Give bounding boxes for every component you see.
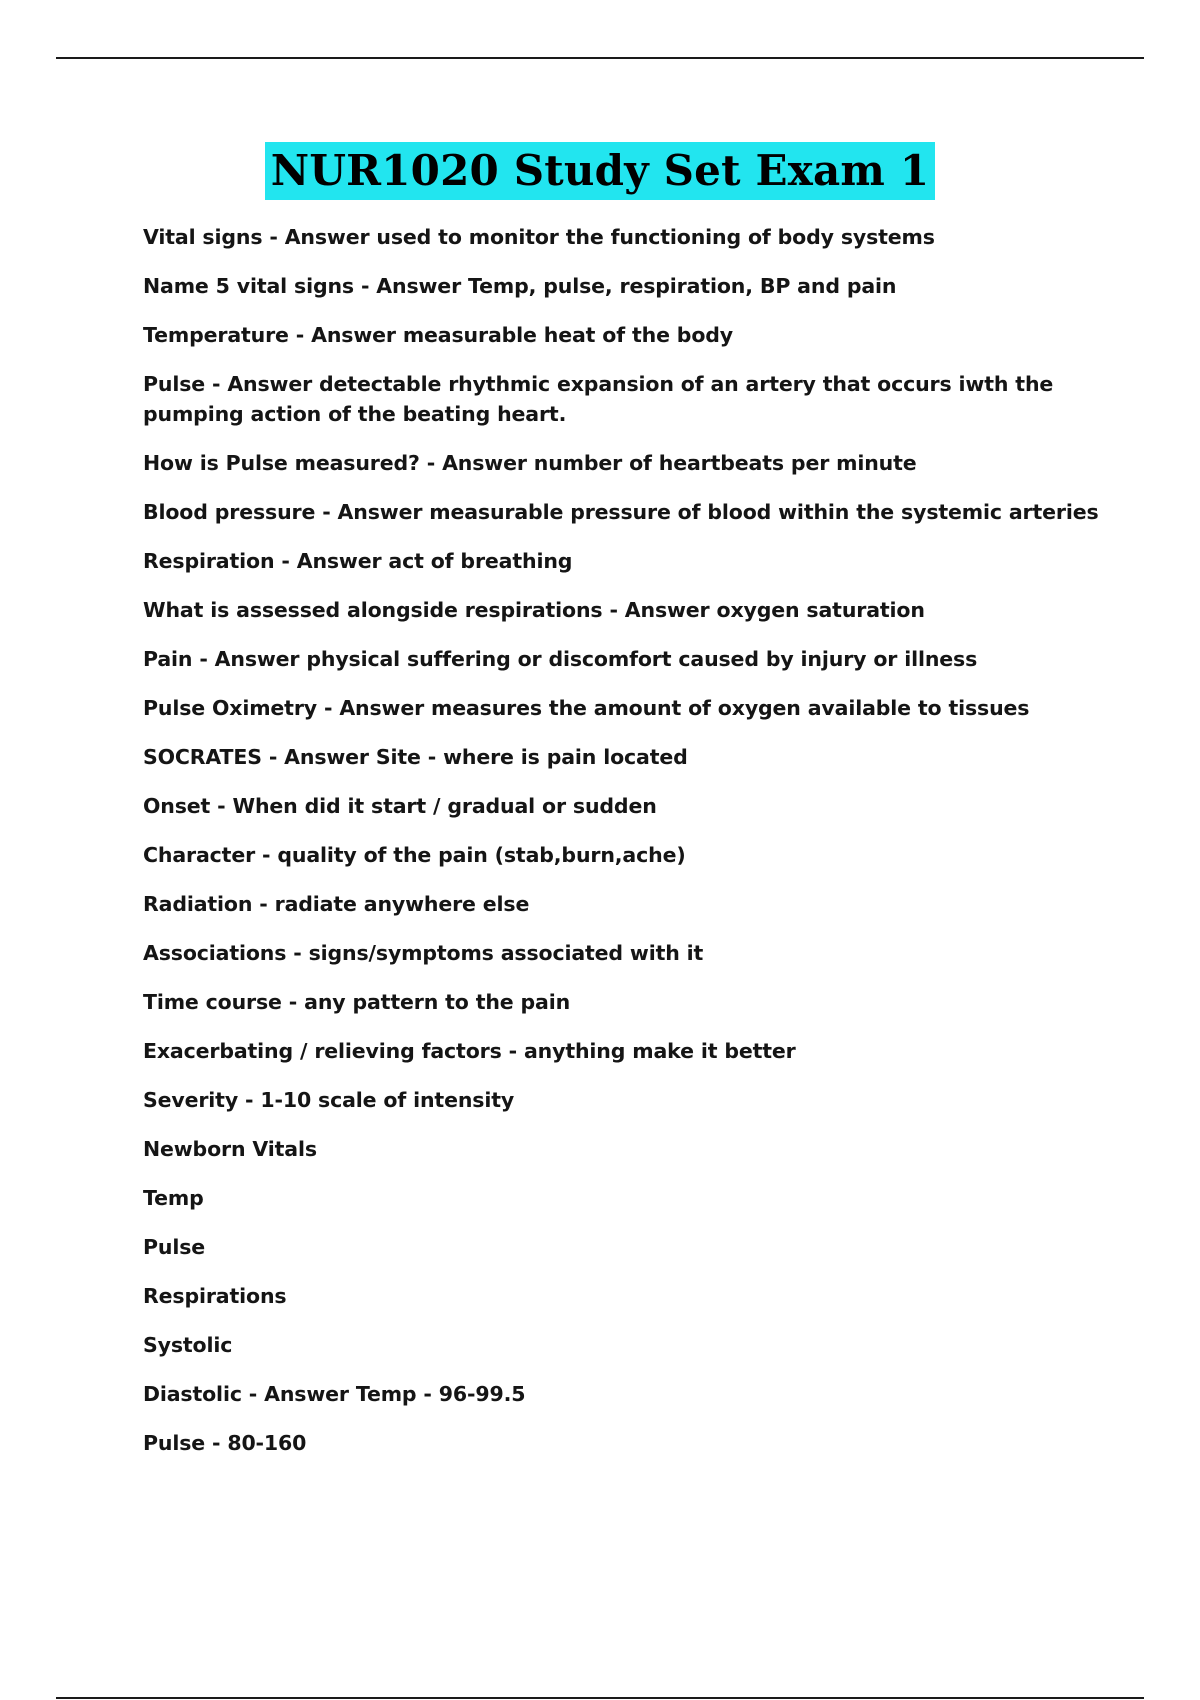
study-entry: Associations - signs/symptoms associated with it bbox=[143, 941, 704, 965]
study-entry: Respirations bbox=[143, 1284, 287, 1308]
study-entry: What is assessed alongside respirations - Answer oxygen saturation bbox=[143, 598, 925, 622]
study-entry: Respiration - Answer act of breathing bbox=[143, 549, 573, 573]
document-title: NUR1020 Study Set Exam 1 bbox=[265, 142, 936, 200]
study-entry: How is Pulse measured? - Answer number of heartbeats per minute bbox=[143, 451, 917, 475]
study-entry: Pain - Answer physical suffering or discomfort caused by injury or illness bbox=[143, 647, 978, 671]
study-entry: Blood pressure - Answer measurable pressure of blood within the systemic arteries bbox=[143, 500, 1099, 524]
study-entry: Temp bbox=[143, 1186, 204, 1210]
study-entry: Pulse - Answer detectable rhythmic expansion of an artery that occurs iwth the pumping action of the beating heart. bbox=[143, 372, 1054, 426]
study-entry: Time course - any pattern to the pain bbox=[143, 990, 571, 1014]
study-entry: Pulse bbox=[143, 1235, 206, 1259]
page-bottom-rule bbox=[56, 1697, 1144, 1699]
study-entry: Diastolic - Answer Temp - 96-99.5 bbox=[143, 1382, 526, 1406]
title-block bbox=[0, 142, 1200, 200]
study-entry: Pulse Oximetry - Answer measures the amount of oxygen available to tissues bbox=[143, 696, 1030, 720]
study-entry: Character - quality of the pain (stab,burn,ache) bbox=[143, 843, 686, 867]
study-entries-list bbox=[143, 222, 1103, 1477]
study-entry: Pulse - 80-160 bbox=[143, 1431, 307, 1455]
study-entry: Systolic bbox=[143, 1333, 233, 1357]
study-entry: Severity - 1-10 scale of intensity bbox=[143, 1088, 515, 1112]
page-top-rule bbox=[56, 57, 1144, 59]
study-entry: Onset - When did it start / gradual or sudden bbox=[143, 794, 657, 818]
study-entry: SOCRATES - Answer Site - where is pain located bbox=[143, 745, 688, 769]
study-entry: Exacerbating / relieving factors - anything make it better bbox=[143, 1039, 796, 1063]
study-entry: Radiation - radiate anywhere else bbox=[143, 892, 530, 916]
study-entry: Newborn Vitals bbox=[143, 1137, 317, 1161]
study-entry: Temperature - Answer measurable heat of the body bbox=[143, 323, 734, 347]
study-entry: Name 5 vital signs - Answer Temp, pulse, respiration, BP and pain bbox=[143, 274, 897, 298]
study-entry: Vital signs - Answer used to monitor the functioning of body systems bbox=[143, 225, 935, 249]
